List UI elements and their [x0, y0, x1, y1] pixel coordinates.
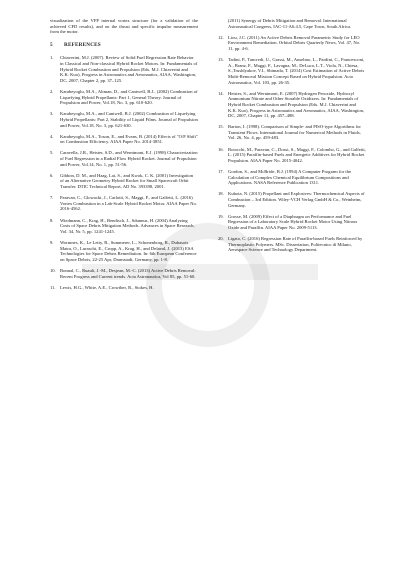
reference-number: 10. — [50, 267, 56, 273]
reference-number: 14. — [218, 90, 224, 96]
reference-item — [50, 134, 198, 145]
reference-text: Liou, J.C. (2011) An Active Debris Removal Parametric Study for LEO Environment Remediation. Orbital Debris Quarterly News, Vol. 47, No. 11, pp. 4-6. — [228, 34, 361, 51]
reference-text: Grosse, M. (2009) Effect of a Diaphragm on Performance and Fuel Regression of a Laboratory Scale Hybrid Rocket Motor Using Nitrous Oxide and Paraffin. AIAA Paper No. 2009-5113. — [228, 213, 358, 230]
reference-item — [50, 268, 198, 279]
reference-text: Gibbon, D. M., and Haag, Lai, S., and Kwok, C. K. (2001) Investigation of an Alternative Geometry Hybrid Rocket for Small Spacecraft Orbit Transfer. DTIC Technical Report, AD No. 393398, 2001. — [60, 172, 194, 190]
reference-text: Kubota, N. (2015) Propellant and Explosives: Thermochemical Aspects of Combustion – 3rd Edition. Wiley-VCH Verlag GmbH & Co., Weinheim, Germany. — [228, 191, 365, 208]
reference-number: 5. — [50, 150, 54, 156]
reference-item — [218, 214, 366, 231]
reference-number: 8. — [50, 217, 54, 223]
reference-number: 13. — [218, 57, 224, 63]
reference-item — [218, 35, 366, 52]
reference-text: Lewis, H.G., White, A.E., Crowther, R., Stokes, H. — [60, 284, 154, 290]
reference-number: 7. — [50, 195, 54, 201]
reference-item — [218, 236, 366, 253]
reference-number: 6. — [50, 172, 54, 178]
reference-text: Tadini, P., Tancredi, U., Grassi, M., Anselmo, L., Pardini, C., Francesconi, A., Branz, F., Maggi, F., Lavagna, M., DeLuca, L.T., Viola, N., Chiesa, S.,Trushlyakov, V.I., Shimada, T. (2014) Cost Estimation of Active Debris Multi-Removal Mission Concept Based on Hybrid Propulsion. Acta Astronautica, Vol. 103, pp. 26-35. — [228, 57, 365, 85]
reference-text: Chiaverini, M.J. (2007). Review of Solid Fuel Regression Rate Behavior in Classical and Non-classical Hybrid Rocket Motors. In: Fundamentals of Hybrid Rocket Combustion and Propulsion (Eds. M.J. Chiaverini and K.K. Kuo), Progress in Astronautics and Aeronautics, AIAA, Washington, DC, 2007, Chapter 2, pp. 37–125. — [60, 55, 198, 83]
reference-item — [218, 124, 366, 141]
reference-number: 11. — [50, 284, 56, 290]
reference-number: 9. — [50, 239, 54, 245]
reference-number: 16. — [218, 146, 224, 152]
reference-item — [50, 240, 198, 262]
section-title: REFERENCES — [64, 41, 101, 48]
reference-item — [218, 57, 366, 85]
reference-text: Barton, I. (1998). Comparison of Simple- and PISO-type Algorithms for Transient Flows. International Journal for Numerical Methods in Fluids, Vol. 26, No. 4, pp. 459-483. — [228, 124, 361, 141]
reference-continuation — [218, 18, 366, 29]
section-heading — [50, 43, 198, 49]
reference-number: 19. — [218, 213, 224, 219]
reference-text: Caravella, J.R., Heister, S.D., and Wernimont, E.J. (1998) Characterization of Fuel Regression in a Radial Flow Hybrid Rocket. Journal of Propulsion and Power, Vol.14, No. 1, pp. 51-56. — [60, 150, 198, 167]
reference-text: (2011) Synergy of Debris Mitigation and Removal. International Astronautical Congress, IAC-11-A6.4.5, Cape Town, South Africa. — [228, 18, 352, 29]
reference-item — [50, 150, 198, 167]
references-left-list — [50, 55, 198, 290]
reference-item — [218, 91, 366, 119]
reference-number: 12. — [218, 34, 224, 40]
reference-text: Boiocchi, M., Paravan, C., Dossi, S., Maggi, F., Colombo, G., and Galfetti, L. (2015) Paraffin-based Fuels and Energetic Additives for Hybrid Rocket Propulsion. AIAA Paper No. 2015-4042. — [228, 146, 366, 163]
reference-number: 17. — [218, 169, 224, 175]
section-number: 5 — [50, 41, 53, 48]
reference-item — [218, 191, 366, 208]
reference-text: Paravan, C., Glowacki, J., Carlotti, S., Maggi, F., and Galfetti, L. (2016) Vortex Combustion in a Lab-Scale Hybrid Rocket Motor. AIAA Paper No. 2016-4562. — [60, 195, 197, 212]
reference-number: 18. — [218, 191, 224, 197]
reference-text: Wormnes, K., Le Letty, R., Summerer, L., Schonenborg, R., Dubasois Matra, O., Luraschi, E., Cropp, A., Krag, H., and Delaval, J. (2013) ESA Technologies for Space Debris Remediation. In: 6th European Conference on Space Debris, 22-25 Apr, Darmstadt, Germany, pp. 1-8. — [60, 239, 197, 262]
reference-item — [50, 173, 198, 190]
reference-item — [50, 89, 198, 106]
reference-number: 3. — [50, 111, 54, 117]
reference-item — [50, 195, 198, 212]
reference-number: 20. — [218, 236, 224, 242]
left-column — [50, 18, 198, 296]
reference-number: 4. — [50, 133, 54, 139]
reference-text: Gordon, S., and McBride, B.J. (1994) A Computer Program for the Calculation of Complex Chemical Equilibrium Compositions and Applications. NASA Reference Publication 1311. — [228, 169, 351, 186]
reference-text: Heister, S., and Wernimont, E. (2007) Hydrogen Peroxide, Hydroxyl Ammonium Nitrate and Other Storable Oxidizers. In: Fundamentals of Hybrid Rocket Combustion and Propulsion (Eds. M.J. Chiaverini and K.K. Kuo), Progress in Astronautics and Aeronautics, AIAA, Washington, DC, 2007, Chapter 11, pp. 457–488. — [228, 90, 365, 119]
reference-item — [50, 111, 198, 128]
reference-number: 1. — [50, 55, 54, 61]
reference-item — [50, 285, 198, 291]
intro-paragraph: visualization of the VFP internal vortex structure (for a validation of the achieved CFD results), and on the thrust and specific impulse measurement from the motor. — [50, 18, 198, 35]
reference-item — [50, 55, 198, 83]
reference-text: Ligato, C. (2016) Regression Rate of Paraffin-based Fuels Reinforced by Thermoplastic Polymers. MSc. Dissertation, Politecnico di Milano, Aerospace Science and Technology Department. — [228, 236, 363, 253]
reference-text: Wiedmann, C., Krag, H., Bendisch, J., Sdunnus, H. (2004) Analyzing Costs of Space Debris Mitigation Methods. Advances in Space Research, Vol. 34, Nr. 5, pp. 1241-1245. — [60, 217, 195, 234]
right-column — [218, 18, 366, 259]
reference-text: Karabeyoglu, M.A., Altman, D., and Cantwell, B.J., (2002) Combustion of Liquefying Hybrid Propellants: Part 1, General Theory. Journal of Propulsion and Power, Vol.18, No. 3, pp. 610-620. — [60, 88, 198, 106]
reference-item — [218, 147, 366, 164]
reference-number: 15. — [218, 124, 224, 130]
reference-item — [50, 218, 198, 235]
references-right-list — [218, 35, 366, 253]
reference-text: Karabeyoglu, M.A., Toson, E., and Evans, B. (2014) Effects of "O/F Shift" on Combustion Efficiency. AIAA Paper No. 2014-3851. — [60, 133, 198, 145]
reference-number: 2. — [50, 88, 54, 94]
reference-item — [218, 169, 366, 186]
reference-text: Karabeyoglu, M.A., and Cantwell, B.J. (2002) Combustion of Liquefying Hybrid Propellants: Part 2, Stability of Liquid Films. Journal of Propulsion and Power, Vol.18, No. 3, pp. 621-630. — [60, 111, 198, 128]
reference-text: Bonnal, C., Ruault, J.-M., Desjean, M.-C. (2013) Active Debris Removal: Recent Progress and Current trends. Acta Astronautica, Vol 85, pp. 51-60. — [60, 267, 196, 279]
